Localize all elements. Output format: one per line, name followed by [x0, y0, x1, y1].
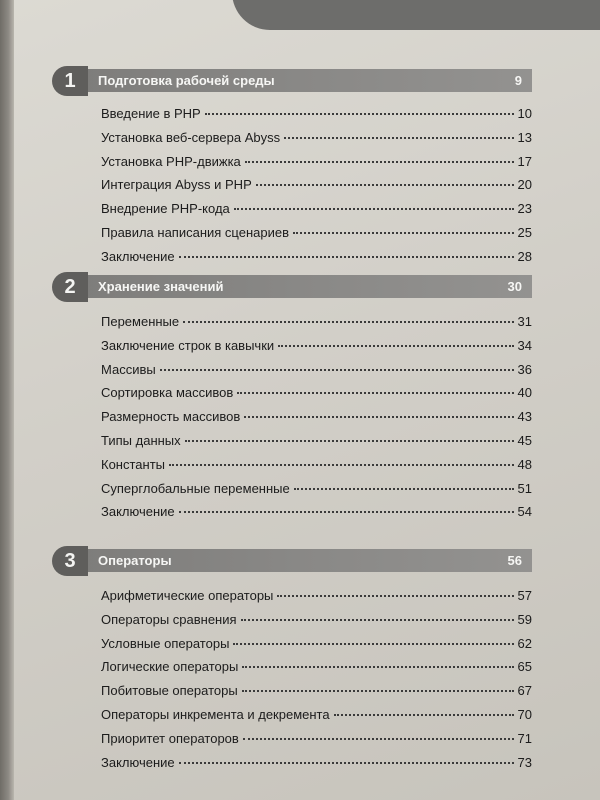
chapter-title: Подготовка рабочей среды [98, 73, 275, 88]
toc-entry-label: Переменные [101, 314, 180, 329]
dot-leader [234, 208, 514, 210]
toc-entry-label: Арифметические операторы [101, 588, 274, 603]
toc-entry-label: Константы [101, 456, 165, 472]
chapter-title: Хранение значений [98, 279, 224, 294]
dot-leader [169, 464, 514, 466]
toc-entry-label: Внедрение PHP-кода [101, 201, 230, 217]
toc-entry[interactable] [52, 481, 532, 505]
chapter-2 [52, 272, 532, 528]
dot-leader [241, 619, 514, 621]
toc-entry[interactable] [52, 385, 532, 409]
toc-entry-page: 28 [517, 248, 532, 264]
book-gutter-shadow [0, 0, 14, 800]
toc-entry[interactable] [52, 683, 532, 707]
dot-leader [245, 161, 514, 163]
toc-entry-label: Суперглобальные переменные [101, 480, 290, 496]
toc-entry[interactable] [52, 225, 532, 249]
toc-entry-page: 25 [517, 224, 532, 240]
toc-entry-label: Операторы сравнения [101, 611, 237, 627]
toc-entry-label: Сортировка массивов [101, 385, 234, 401]
toc-entry-page: 51 [517, 480, 532, 496]
chapter-page-number: 9 [514, 73, 522, 88]
toc-entry-page: 31 [517, 314, 532, 329]
toc-entry[interactable] [52, 338, 532, 362]
chapter-3 [52, 546, 532, 778]
toc-entry-label: Побитовые операторы [101, 683, 238, 699]
toc-entry-page: 43 [517, 409, 532, 425]
toc-entry[interactable] [52, 433, 532, 457]
chapter-header [52, 546, 532, 576]
toc-entry-label: Установка PHP-движка [101, 153, 241, 169]
dot-leader [233, 643, 513, 645]
dot-leader [256, 184, 514, 186]
toc-entry-page: 54 [517, 504, 532, 520]
dot-leader [185, 440, 514, 442]
dot-leader [205, 113, 514, 115]
dot-leader [294, 488, 514, 490]
toc-entry[interactable] [52, 106, 532, 130]
toc-entry-page: 23 [517, 201, 532, 217]
toc-entry[interactable] [52, 154, 532, 178]
toc-entry-label: Условные операторы [101, 635, 230, 651]
toc-entry-label: Заключение [101, 754, 175, 770]
toc-entry[interactable] [52, 457, 532, 481]
toc-entry-label: Заключение строк в кавычки [101, 337, 275, 353]
toc-entry[interactable] [52, 612, 532, 636]
chapter-number-badge: 1 [52, 66, 88, 96]
dot-leader [293, 232, 514, 234]
toc-entry[interactable] [52, 755, 532, 779]
toc-entry[interactable] [52, 314, 532, 338]
toc-entry-page: 71 [517, 730, 532, 746]
toc-entry[interactable] [52, 588, 532, 612]
toc-entry-page: 20 [517, 177, 532, 193]
toc-entry-list [52, 588, 532, 778]
toc-entry-page: 62 [517, 635, 532, 651]
chapter-title: Операторы [98, 553, 172, 568]
dot-leader [160, 369, 514, 371]
chapter-header [52, 272, 532, 302]
chapter-number-badge: 3 [52, 546, 88, 576]
top-corner-tab [232, 0, 600, 30]
toc-entry-page: 34 [517, 337, 532, 353]
toc-entry-page: 17 [517, 153, 532, 169]
toc-entry[interactable] [52, 201, 532, 225]
dot-leader [242, 666, 513, 668]
toc-entry-page: 67 [517, 683, 532, 699]
toc-entry[interactable] [52, 362, 532, 386]
toc-entry-label: Установка веб-сервера Abyss [101, 129, 281, 145]
toc-entry[interactable] [52, 659, 532, 683]
toc-entry-list [52, 106, 532, 273]
toc-entry-page: 45 [517, 432, 532, 448]
toc-entry-label: Операторы инкремента и декремента [101, 706, 330, 722]
toc-entry-label: Заключение [101, 248, 175, 264]
dot-leader [183, 321, 513, 323]
dot-leader [243, 738, 514, 740]
toc-entry-label: Типы данных [101, 432, 181, 448]
toc-entry-page: 73 [517, 754, 532, 770]
dot-leader [237, 392, 513, 394]
toc-entry-label: Массивы [101, 361, 156, 377]
toc-entry[interactable] [52, 707, 532, 731]
toc-entry-page: 57 [517, 588, 532, 603]
toc-entry-page: 40 [517, 385, 532, 401]
toc-entry[interactable] [52, 504, 532, 528]
toc-entry-label: Интеграция Abyss и PHP [101, 177, 252, 193]
toc-entry-page: 10 [517, 106, 532, 121]
dot-leader [179, 762, 514, 764]
dot-leader [278, 345, 513, 347]
dot-leader [244, 416, 513, 418]
toc-entry-page: 70 [517, 706, 532, 722]
dot-leader [242, 690, 514, 692]
dot-leader [334, 714, 514, 716]
chapter-header [52, 66, 532, 96]
toc-entry-label: Логические операторы [101, 659, 239, 675]
toc-entry-label: Приоритет операторов [101, 730, 239, 746]
toc-entry-page: 48 [517, 456, 532, 472]
toc-entry-page: 65 [517, 659, 532, 675]
toc-entry[interactable] [52, 130, 532, 154]
toc-entry-page: 13 [517, 129, 532, 145]
toc-entry-label: Размерность массивов [101, 409, 241, 425]
toc-entry[interactable] [52, 636, 532, 660]
toc-entry-label: Заключение [101, 504, 175, 520]
toc-entry[interactable] [52, 249, 532, 273]
toc-entry-page: 59 [517, 611, 532, 627]
dot-leader [284, 137, 513, 139]
chapter-page-number: 56 [507, 553, 522, 568]
toc-entry[interactable] [52, 731, 532, 755]
toc-entry-page: 36 [517, 361, 532, 377]
dot-leader [277, 595, 513, 597]
chapter-1 [52, 66, 532, 273]
toc-entry[interactable] [52, 409, 532, 433]
chapter-number-badge: 2 [52, 272, 88, 302]
toc-entry-label: Правила написания сценариев [101, 224, 289, 240]
chapter-page-number: 30 [507, 279, 522, 294]
toc-entry[interactable] [52, 177, 532, 201]
toc-entry-list [52, 314, 532, 528]
dot-leader [179, 256, 514, 258]
dot-leader [179, 511, 514, 513]
toc-entry-label: Введение в PHP [101, 106, 201, 121]
